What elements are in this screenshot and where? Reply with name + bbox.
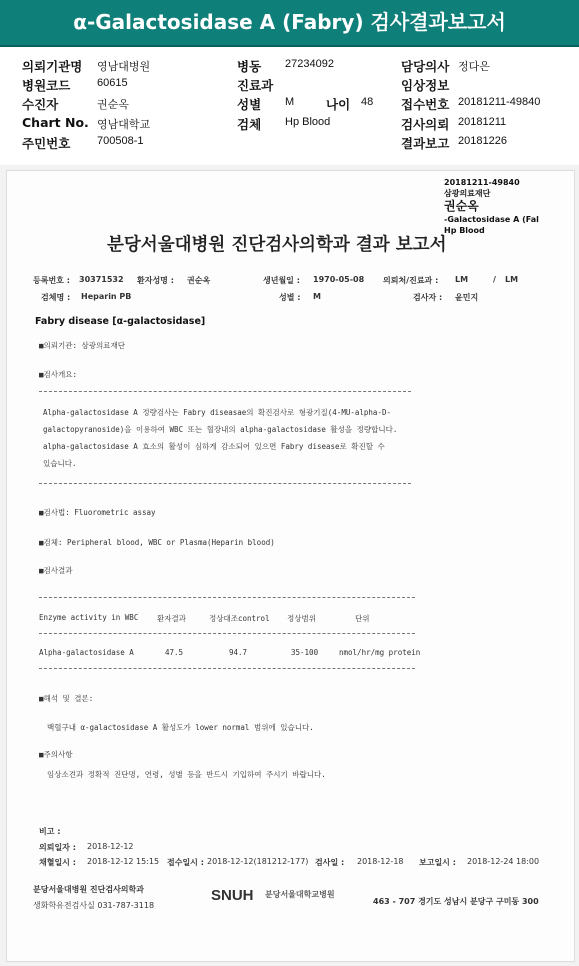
specimen-stamp bbox=[444, 177, 539, 236]
report-title-bar bbox=[0, 0, 579, 47]
header-label: 성별 bbox=[237, 97, 262, 112]
header-label: 결과보고 bbox=[401, 136, 450, 151]
header-label: 임상정보 bbox=[401, 78, 450, 93]
header-label: 병동 bbox=[237, 59, 262, 74]
header-value: 60615 bbox=[97, 77, 128, 89]
table-header: 단위 bbox=[355, 614, 370, 623]
footer-label: 보고일시 : bbox=[419, 858, 456, 867]
snuh-logo bbox=[211, 887, 254, 904]
interpretation-text: 백혈구내 α-galactosidase A 활성도가 lower normal 범위에 있습니다. bbox=[47, 723, 314, 732]
info-value: 30371532 bbox=[79, 275, 124, 284]
institution: ■의뢰기관: 삼광의료재단 bbox=[39, 341, 125, 350]
header-label: 의뢰기관명 bbox=[22, 59, 83, 74]
info-label: 환자성명 : bbox=[137, 276, 174, 285]
table-cell: nmol/hr/mg protein bbox=[339, 648, 421, 657]
interpretation-heading: ■해석 및 결론: bbox=[39, 694, 94, 703]
table-header: Enzyme activity in WBC bbox=[39, 613, 139, 622]
header-label: 병원코드 bbox=[22, 78, 71, 93]
hospital-address: 463 - 707 경기도 성남시 분당구 구미동 300 bbox=[373, 897, 539, 906]
table-header: 정상범위 bbox=[287, 614, 316, 623]
table-header: 정상대조control bbox=[209, 614, 270, 623]
info-value: 권순옥 bbox=[187, 276, 211, 285]
test-name: Fabry disease [α-galactosidase] bbox=[35, 316, 206, 327]
overview-line: 있습니다. bbox=[43, 459, 77, 468]
dept-phone: 생화학유전검사실 031-787-3118 bbox=[33, 901, 155, 910]
report-title: α-Galactosidase A (Fabry) 검사결과보고서 bbox=[73, 10, 506, 34]
overview-line: alpha-galactosidase A 효소의 활성이 심하게 감소되어 있으면 Fabry disease로 확진할 수 bbox=[43, 442, 385, 451]
header-value: 정다은 bbox=[458, 61, 490, 73]
info-label: 등록번호 : bbox=[33, 276, 70, 285]
footer-value: 2018-12-12 15:15 bbox=[87, 857, 160, 866]
header-value: 20181211-49840 bbox=[458, 96, 541, 108]
remark-label: 비고 : bbox=[39, 827, 61, 836]
info-value: Heparin PB bbox=[81, 292, 132, 301]
header-value: 권순옥 bbox=[97, 99, 129, 111]
header-value: 20181211 bbox=[458, 116, 507, 128]
info-value: LM bbox=[455, 275, 469, 284]
overview-line: galactopyranoside)을 이용하여 WBC 또는 혈장내의 alpha-galactosidase 활성을 정량합니다. bbox=[43, 425, 398, 434]
header-value: 27234092 bbox=[285, 58, 334, 70]
header-value: Hp Blood bbox=[285, 116, 331, 128]
overview-line: Alpha-galactosidase A 정량검사는 Fabry diseasae의 확진검사로 형광기질(4-MU-alpha-D- bbox=[43, 408, 391, 417]
info-value: 윤민지 bbox=[455, 293, 479, 302]
footer-value: 2018-12-18 bbox=[357, 857, 404, 866]
footer-label: 접수일시 : bbox=[167, 858, 204, 867]
header-label: 나이 bbox=[326, 97, 351, 112]
header-label: 진료과 bbox=[237, 78, 274, 93]
table-cell: 94.7 bbox=[229, 648, 248, 657]
header-value: 20181226 bbox=[458, 135, 507, 147]
report-heading: 분당서울대병원 진단검사의학과 결과 보고서 bbox=[107, 235, 447, 255]
info-value: M bbox=[313, 292, 321, 301]
footer-label: 채혈일시 : bbox=[39, 858, 76, 867]
header-value: 영남대학교 bbox=[97, 119, 151, 131]
info-label: 성별 : bbox=[279, 293, 301, 302]
specimen-type: ■검체: Peripheral blood, WBC or Plasma(Heparin blood) bbox=[39, 538, 275, 547]
header-label: 접수번호 bbox=[401, 97, 450, 112]
logo-text: SNUH bbox=[211, 887, 254, 904]
info-label: 의뢰처/진료과 : bbox=[383, 276, 439, 285]
header-value: 영남대병원 bbox=[97, 61, 151, 73]
stamp-line: 삼광의료재단 bbox=[444, 189, 491, 198]
caution-heading: ■주의사항 bbox=[39, 750, 73, 759]
caution-text: 임상소견과 정확적 진단명, 연령, 성별 등을 반드시 기입하여 주시기 바랍니다. bbox=[47, 770, 326, 779]
footer-value: 2018-12-24 18:00 bbox=[467, 857, 540, 866]
header-label: Chart No. bbox=[22, 115, 89, 130]
header-label: 주민번호 bbox=[22, 136, 71, 151]
header-label: 검사의뢰 bbox=[401, 117, 450, 132]
stamp-line: 20181211-49840 bbox=[444, 178, 520, 187]
table-header: 환자결과 bbox=[157, 614, 186, 623]
scanned-report bbox=[6, 170, 575, 962]
header-label: 담당의사 bbox=[401, 59, 450, 74]
stamp-name: 권순옥 bbox=[444, 199, 479, 213]
method: ■검사법: Fluorometric assay bbox=[39, 508, 156, 517]
divider bbox=[39, 483, 411, 484]
footer-label: 의뢰일자 : bbox=[39, 843, 76, 852]
header-label: 검체 bbox=[237, 117, 262, 132]
info-label: 검사자 : bbox=[413, 293, 443, 302]
divider bbox=[39, 668, 415, 669]
header-value: 700508-1 bbox=[97, 135, 144, 147]
info-value: 1970-05-08 bbox=[313, 275, 365, 284]
table-cell: 47.5 bbox=[165, 648, 184, 657]
divider bbox=[39, 597, 415, 598]
footer-value: 2018-12-12 bbox=[87, 842, 134, 851]
divider bbox=[39, 633, 415, 634]
footer-value: 2018-12-12(181212-177) bbox=[207, 857, 309, 866]
table-cell: 35-100 bbox=[291, 648, 319, 657]
result-heading: ■검사결과 bbox=[39, 566, 73, 575]
dept-name: 분당서울대병원 진단검사의학과 bbox=[33, 885, 144, 894]
header-value: 48 bbox=[361, 96, 374, 108]
stamp-line: Hp Blood bbox=[444, 226, 485, 235]
info-label: 검체명 : bbox=[41, 293, 71, 302]
info-label: 생년월일 : bbox=[263, 276, 300, 285]
footer-label: 검사일 : bbox=[315, 858, 345, 867]
header-value: M bbox=[285, 96, 295, 108]
logo-subtitle: 분당서울대학교병원 bbox=[265, 890, 335, 899]
divider bbox=[39, 391, 411, 392]
overview-heading: ■검사개요: bbox=[39, 370, 78, 379]
header-label: 수진자 bbox=[22, 97, 59, 112]
info-value: LM bbox=[505, 275, 519, 284]
stamp-line: -Galactosidase A (Fal bbox=[444, 215, 539, 224]
table-cell: Alpha-galactosidase A bbox=[39, 648, 134, 657]
header-info-panel bbox=[0, 47, 579, 165]
info-separator: / bbox=[493, 275, 496, 284]
